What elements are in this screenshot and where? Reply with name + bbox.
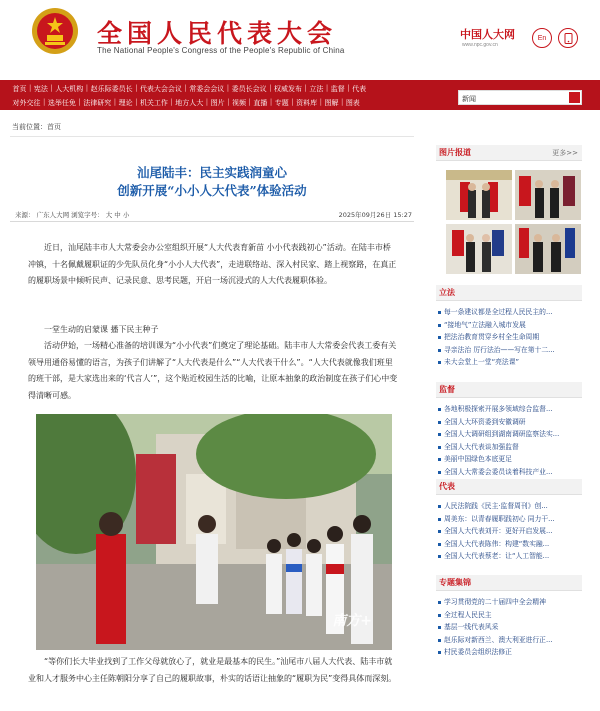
nav-item[interactable]: 图解 <box>324 99 339 107</box>
nav-item[interactable]: 选举任免 <box>47 99 76 107</box>
sidebar-news-link[interactable]: 全国人大代表陈伟：构建“数实融... <box>436 538 586 551</box>
npc-logo-url: www.npc.gov.cn <box>462 42 498 48</box>
photo-news-more-link[interactable]: 更多>> <box>552 149 578 157</box>
national-emblem-icon[interactable] <box>30 6 80 56</box>
sidebar-supervision-header <box>436 382 582 398</box>
nav-item[interactable]: 理论 <box>118 99 133 107</box>
nav-separator: | <box>269 98 273 106</box>
nav-separator: | <box>170 98 173 106</box>
nav-separator: | <box>50 84 53 92</box>
nav-item[interactable]: 法律研究 <box>83 99 112 107</box>
sidebar-news-link[interactable]: 未大会堂上一堂“亮法课” <box>436 356 586 369</box>
nav-item[interactable]: 地方人大 <box>175 99 204 107</box>
nav-separator: | <box>319 98 322 106</box>
article-paragraph-1 <box>28 240 398 290</box>
legislation-title[interactable]: 立法 <box>439 288 455 297</box>
legislation-list <box>436 306 586 369</box>
supervision-list <box>436 403 586 478</box>
topics-title[interactable]: 专题集锦 <box>439 578 471 587</box>
nav-item[interactable]: 图片 <box>210 99 225 107</box>
english-button[interactable]: En <box>532 28 552 48</box>
phone-icon[interactable] <box>558 28 578 48</box>
breadcrumb-home-link[interactable]: 首页 <box>47 123 61 131</box>
sidebar-news-link[interactable]: 赵乐际对新西兰、澳大利亚进行正... <box>436 634 586 647</box>
sidebar-news-link[interactable]: 全国人大代表刘开：更好开启发展... <box>436 525 586 538</box>
nav-separator: | <box>135 98 138 106</box>
nav-row-2 <box>10 98 362 108</box>
npc-logo-text[interactable]: 中国人大网 <box>460 28 515 41</box>
nav-item[interactable]: 人大机构 <box>55 85 84 93</box>
nav-separator: | <box>135 84 138 92</box>
divider <box>10 136 414 137</box>
article-paragraph-4 <box>28 654 398 687</box>
nav-separator: | <box>304 84 307 92</box>
sidebar-news-link[interactable]: 全国人大代表蔡老：让“人工智能... <box>436 550 586 563</box>
site-header <box>0 0 600 74</box>
nav-item[interactable]: 代表 <box>352 85 367 93</box>
deputies-title[interactable]: 代表 <box>439 482 455 491</box>
photo-news-thumb[interactable] <box>515 170 581 220</box>
paragraph-4-text: “等你们长大毕业找到了工作父母就放心了，就业是最基本的民生。”汕尾市八届人大代表、陆丰市就业和人才服务中心主任陈朝阳分享了自己的履职故事，朴实的话语让抽象的“履职为民”变得具体而深刻。 <box>28 657 397 683</box>
nav-item[interactable]: 权威发布 <box>274 85 303 93</box>
breadcrumb-label: 当前位置： <box>12 123 47 131</box>
sidebar-news-link[interactable]: 周美东：以青春履职践初心 同力干... <box>436 513 586 526</box>
nav-separator: | <box>29 84 32 92</box>
topics-list <box>436 596 586 659</box>
sidebar-news-link[interactable]: 寻亲法治 厉行法治——写在第十二... <box>436 344 586 357</box>
article-source: 来源： 广东人大网 浏览字号： 大 中 小 <box>15 211 130 219</box>
nav-separator: | <box>269 84 272 92</box>
sidebar-news-link[interactable]: 把法治教育贯穿乡村全生命周期 <box>436 331 586 344</box>
nav-separator: | <box>113 98 117 106</box>
article-paragraph-3 <box>28 338 398 404</box>
site-title-en: The National People's Congress of the People's Republic of China <box>97 46 345 55</box>
nav-item[interactable]: 直播 <box>253 99 268 107</box>
sidebar-news-link[interactable]: 村民委员会组织法修正 <box>436 646 586 659</box>
breadcrumb <box>12 122 61 132</box>
deputies-list <box>436 500 586 563</box>
paragraph-1-text: 近日，汕尾陆丰市人大常委会办公室组织开展“人大代表育新苗 小小代表践初心”活动。在陆丰市桥冲镇，十名佩戴履职证的少先队员化身“小小人大代表”，走进联络站、深入村民家、踏上视察路，在真正的履职场景中倾听民声、记录民意、思考民题，开启一场沉浸式的人大代表履职体验。 <box>28 243 397 285</box>
nav-item[interactable]: 专题 <box>274 99 289 107</box>
supervision-title[interactable]: 监督 <box>439 385 455 394</box>
nav-separator: | <box>85 84 89 92</box>
sidebar-news-link[interactable]: 全国人大代表谈加强监督 <box>436 441 586 454</box>
sidebar-news-link[interactable]: 全国人大调研组到湖南调研监察法实... <box>436 428 586 441</box>
site-title-cn[interactable]: 全国人民代表大会 <box>97 19 338 48</box>
sidebar-deputies-header <box>436 479 582 495</box>
nav-separator: | <box>325 84 329 92</box>
nav-item[interactable]: 图表 <box>345 99 360 107</box>
nav-item[interactable]: 首页 <box>12 85 27 93</box>
photo-news-title[interactable]: 图片报道 <box>439 148 471 157</box>
nav-item[interactable]: 宪法 <box>33 85 48 93</box>
photo-watermark: 南方+ <box>332 613 372 629</box>
sidebar-news-link[interactable]: 全国人大常委会委员谈着科技产业... <box>436 466 586 479</box>
sidebar-news-link[interactable]: 学习贯彻党的二十届四中全会精神 <box>436 596 586 609</box>
article-photo <box>36 414 392 650</box>
search-button[interactable] <box>569 92 580 103</box>
sidebar-news-link[interactable]: 全国人大环资委到安徽调研 <box>436 416 586 429</box>
article-title-line1: 汕尾陆丰：民主实践润童心 <box>136 165 287 180</box>
nav-item[interactable]: 代表大会会议 <box>139 85 182 93</box>
sidebar-legislation-header <box>436 285 582 301</box>
article-subheading <box>28 322 398 339</box>
article-meta <box>10 208 414 222</box>
photo-news-thumb[interactable] <box>515 224 581 274</box>
article-title-line2: 创新开展“小小人大代表”体验活动 <box>117 183 307 198</box>
sidebar-news-link[interactable]: 全过程人民民主 <box>436 609 586 622</box>
sidebar-news-link[interactable]: 每一条建议都是全过程人民民主的... <box>436 306 586 319</box>
nav-item[interactable]: 视频 <box>232 99 247 107</box>
nav-separator: | <box>340 98 344 106</box>
nav-item[interactable]: 委员长会议 <box>231 85 267 93</box>
nav-separator: | <box>78 98 81 106</box>
nav-item[interactable]: 对外交往 <box>12 99 41 107</box>
sidebar-photo-news-header <box>436 145 582 161</box>
nav-row-1 <box>10 84 369 94</box>
sidebar-news-link[interactable]: 基层一线代表风采 <box>436 621 586 634</box>
subheading-text: 一堂生动的启蒙课 播下民主种子 <box>44 325 159 334</box>
nav-separator: | <box>347 84 350 92</box>
sidebar-news-link[interactable]: 美丽中国绿色本底更足 <box>436 453 586 466</box>
nav-item[interactable]: 赵乐际委员长 <box>90 85 133 93</box>
nav-separator: | <box>227 98 230 106</box>
sidebar-news-link[interactable]: 人民法院践《民主·监督周刊》创... <box>436 500 586 513</box>
nav-item[interactable]: 立法 <box>309 85 324 93</box>
nav-item[interactable]: 机关工作 <box>139 99 168 107</box>
photo-news-thumb[interactable] <box>446 170 512 220</box>
nav-item[interactable]: 资料库 <box>296 99 318 107</box>
sidebar-news-link[interactable]: 各地积极探索开展多领域综合监督... <box>436 403 586 416</box>
nav-separator: | <box>248 98 251 106</box>
photo-news-thumb[interactable] <box>446 224 512 274</box>
nav-separator: | <box>291 98 294 106</box>
search-category-label[interactable]: 新闻 <box>462 95 476 103</box>
paragraph-3-text: 活动伊始，一场精心准备的培训课为“小小代表”们奠定了理论基础。陆丰市人大常委会代表工委有关领导用通俗易懂的语言，为孩子们讲解了“人大代表是什么”“人大代表干什么”。“人大代表就像我们班里的班干部，是大家选出来的‘代言人’”，这个贴近校园生活的比喻，让原本抽象的政治制度在孩子们心中变得清晰可感。 <box>28 341 398 400</box>
sidebar-topics-header <box>436 575 582 591</box>
nav-separator: | <box>205 98 209 106</box>
sidebar-news-link[interactable]: “接地气”立法融入城市发展 <box>436 319 586 332</box>
nav-item[interactable]: 常委会会议 <box>189 85 225 93</box>
article-date: 2025年09月26日 15:27 <box>338 211 412 219</box>
nav-separator: | <box>43 98 46 106</box>
search-box[interactable] <box>458 90 582 105</box>
nav-separator: | <box>184 84 187 92</box>
nav-item[interactable]: 监督 <box>330 85 345 93</box>
nav-separator: | <box>226 84 230 92</box>
